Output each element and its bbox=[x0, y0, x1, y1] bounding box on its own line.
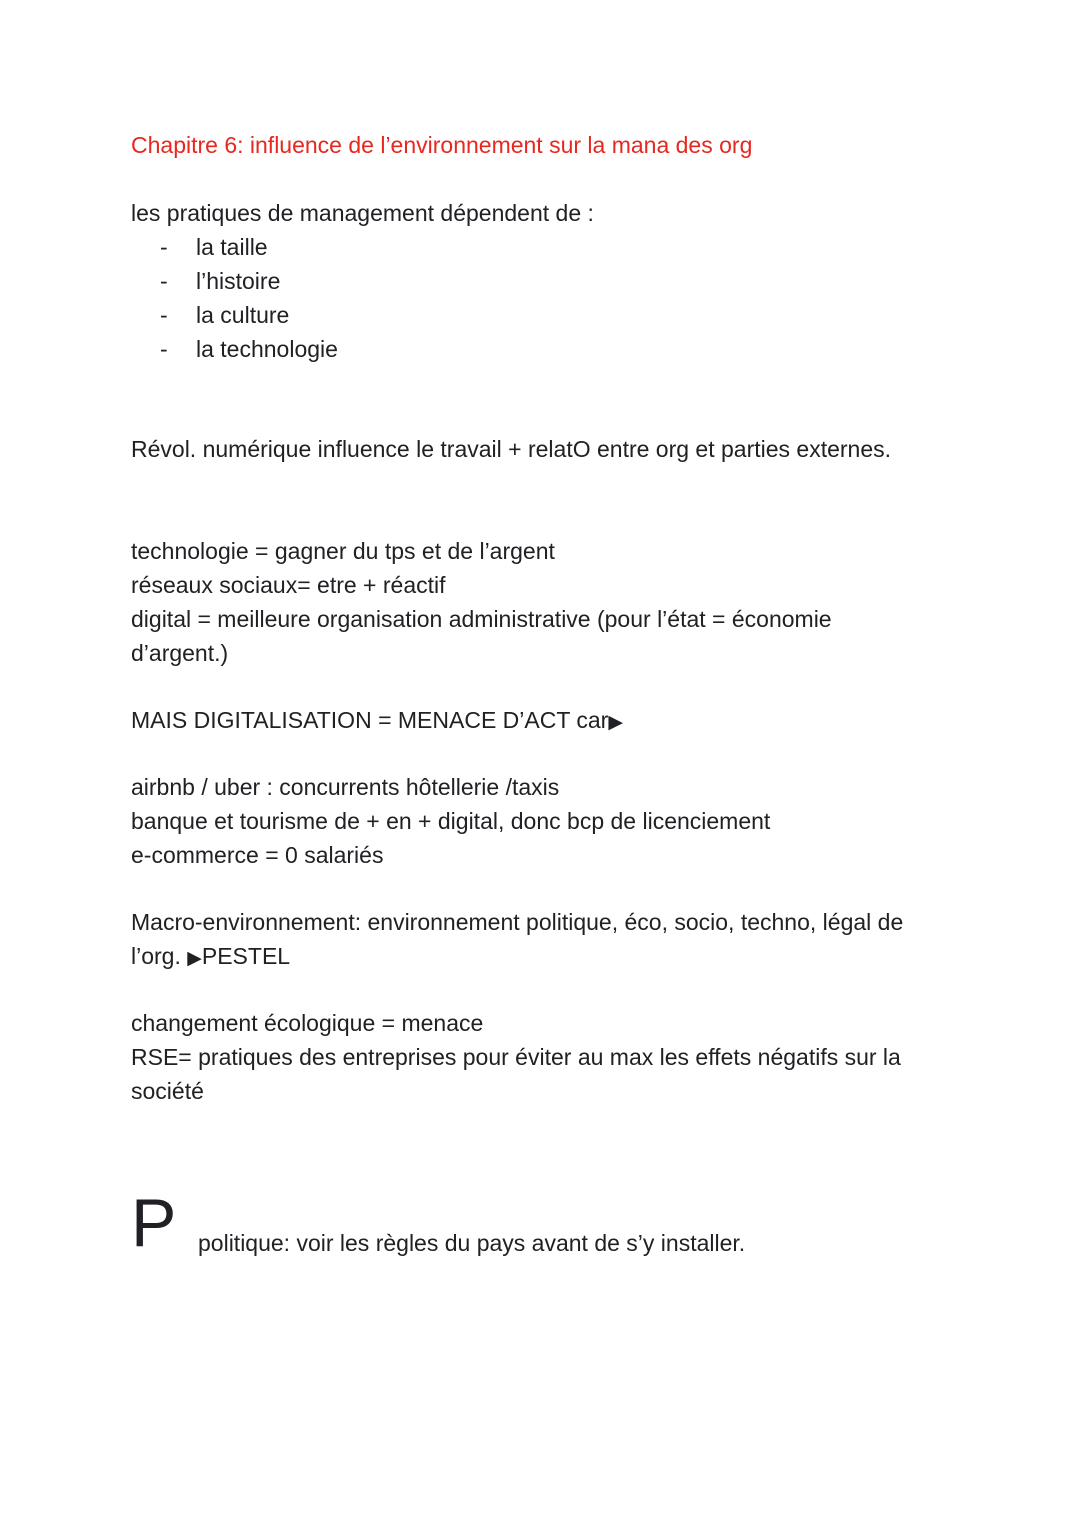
macro-paragraph bbox=[131, 905, 961, 976]
list-item-text: la technologie bbox=[196, 336, 338, 362]
pestel-letter-p: P bbox=[131, 1185, 177, 1261]
intro-text: les pratiques de management dépendent de : bbox=[131, 200, 594, 226]
text-line: réseaux sociaux= etre + réactif bbox=[131, 572, 446, 598]
list-dash: - bbox=[160, 302, 168, 328]
list-dash: - bbox=[160, 234, 168, 260]
mais-line bbox=[131, 703, 961, 740]
text-line: d’argent.) bbox=[131, 640, 229, 666]
list-item bbox=[160, 298, 338, 332]
text-line: RSE= pratiques des entreprises pour éviter au max les effets négatifs sur la bbox=[131, 1044, 901, 1070]
text-line: e-commerce = 0 salariés bbox=[131, 842, 384, 868]
eco-paragraph bbox=[131, 1006, 961, 1108]
list-dash: - bbox=[160, 336, 168, 362]
text-line bbox=[131, 939, 961, 976]
play-arrow-icon: ▶ bbox=[187, 948, 202, 969]
play-arrow-icon: ▶ bbox=[608, 712, 623, 733]
list-dash: - bbox=[160, 268, 168, 294]
factor-list bbox=[160, 230, 338, 366]
list-item-text: la taille bbox=[196, 234, 268, 260]
list-item-text: la culture bbox=[196, 302, 290, 328]
text-line: société bbox=[131, 1078, 204, 1104]
mais-text: MAIS DIGITALISATION = MENACE D’ACT car bbox=[131, 707, 609, 733]
text-line: airbnb / uber : concurrents hôtellerie /taxis bbox=[131, 774, 560, 800]
text-line: changement écologique = menace bbox=[131, 1010, 484, 1036]
text-line: digital = meilleure organisation administrative (pour l’état = économie bbox=[131, 606, 832, 632]
chapter-title: Chapitre 6: influence de l’environnement sur la mana des org bbox=[131, 132, 753, 158]
macro-org-text: l’org. bbox=[131, 943, 188, 969]
pestel-politique-text: politique: voir les règles du pays avant de s’y installer. bbox=[198, 1230, 746, 1256]
text-line: Macro-environnement: environnement politique, éco, socio, techno, légal de bbox=[131, 909, 904, 935]
digital-paragraph bbox=[131, 770, 961, 872]
text-line: technologie = gagner du tps et de l’argent bbox=[131, 538, 555, 564]
text-line: banque et tourisme de + en + digital, donc bcp de licenciement bbox=[131, 808, 771, 834]
list-item bbox=[160, 230, 338, 264]
tech-paragraph bbox=[131, 534, 961, 670]
list-item-text: l’histoire bbox=[196, 268, 281, 294]
pestel-label: PESTEL bbox=[201, 943, 291, 969]
list-item bbox=[160, 264, 338, 298]
list-item bbox=[160, 332, 338, 366]
revolution-text: Révol. numérique influence le travail + relatO entre org et parties externes. bbox=[131, 436, 892, 462]
